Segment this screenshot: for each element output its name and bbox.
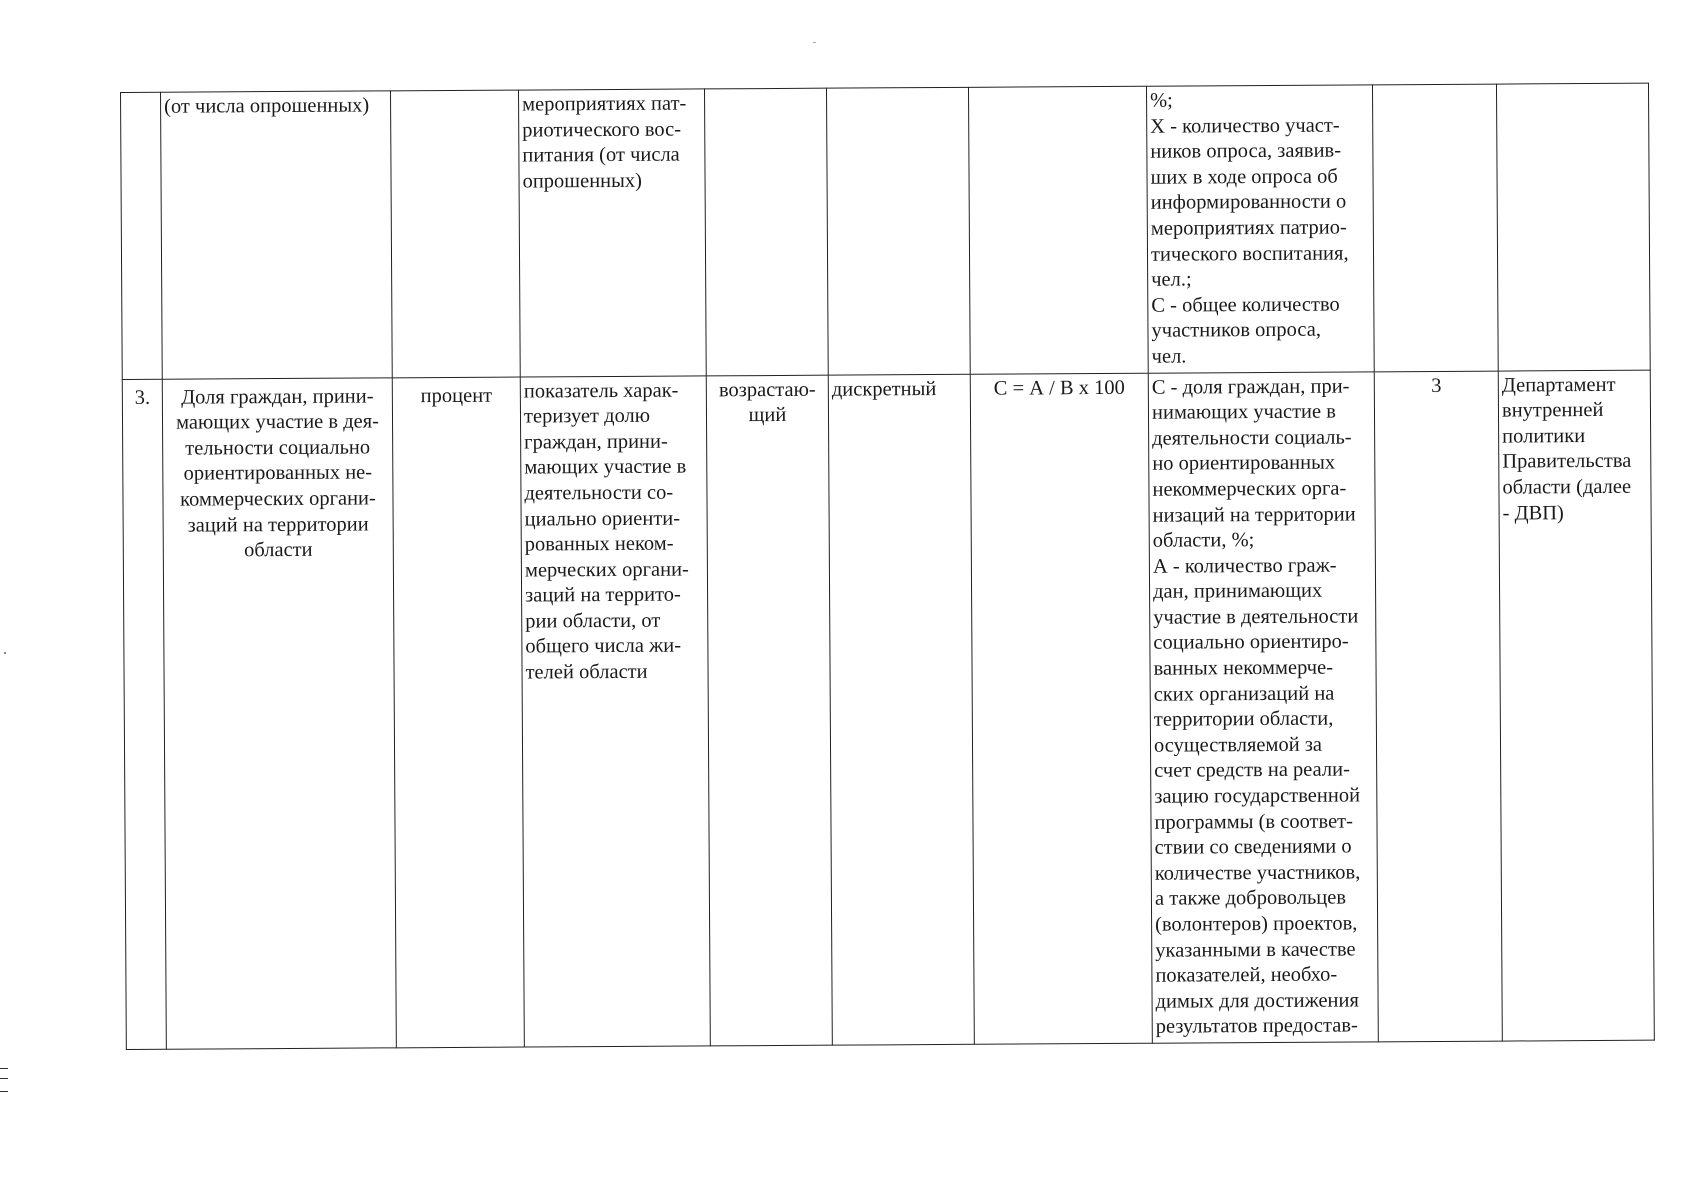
cell-number: [121, 92, 163, 379]
scan-speck: [4, 652, 6, 654]
indicator-name-line: области: [243, 538, 313, 562]
explanation-line: ских организаций на: [1153, 682, 1335, 706]
explanation-line: ников опроса, заявив-: [1150, 139, 1342, 163]
type-text: дискретный: [831, 377, 937, 401]
explanation-line: мероприятиях патрио-: [1150, 216, 1347, 240]
description-line: граждан, прини-: [524, 430, 668, 454]
cell-description: [518, 89, 706, 377]
description-line: мающих участие в: [524, 455, 687, 479]
explanation-line: а также добровольцев: [1154, 886, 1347, 911]
unit-text: процент: [420, 384, 493, 407]
cell-type: [828, 374, 974, 1045]
cell-responsible: [1496, 83, 1650, 370]
explanation-line: %;: [1150, 89, 1173, 112]
indicator-name-line: заций на территории: [187, 512, 369, 537]
description-line: теризует долю: [523, 404, 651, 428]
cell-value: [1374, 371, 1502, 1042]
description-line: рии области, от: [525, 609, 661, 633]
formula-text: С = А / В x 100: [993, 376, 1125, 400]
cell-explanation: [1146, 85, 1374, 373]
cell-description: [520, 375, 710, 1047]
cell-type: [826, 87, 970, 374]
description-line: деятельности со-: [524, 481, 674, 505]
responsible-line: Департамент: [1501, 373, 1616, 397]
explanation-line: счет средств на реали-: [1154, 758, 1350, 783]
explanation-line: димых для достижения: [1155, 989, 1359, 1013]
description-line: заций на террито-: [525, 583, 681, 607]
indicators-table: [120, 83, 1655, 1050]
explanation-line: зацию государственной: [1154, 784, 1361, 808]
explanation-line: программы (в соответ-: [1154, 810, 1353, 834]
explanation-line: С - общее количество: [1151, 293, 1340, 317]
indicator-name-line: коммерческих органи-: [180, 487, 376, 511]
description-line: общего числа жи-: [525, 635, 682, 659]
explanation-line: низаций на территории: [1152, 502, 1356, 527]
value-text: 3: [1431, 374, 1442, 397]
trend-line: возрастаю-: [718, 378, 816, 401]
cell-unit: [392, 377, 524, 1048]
cell-indicator-name: [162, 377, 396, 1049]
cell-value: [1372, 84, 1498, 371]
explanation-line: показателей, необхо-: [1155, 963, 1338, 987]
cell-trend: [706, 375, 832, 1046]
description-line: мерческих органи-: [524, 558, 689, 582]
cell-responsible: [1498, 370, 1654, 1041]
indicator-name-line: (от числа опрошенных): [164, 94, 370, 118]
explanation-line: нимающих участие в: [1151, 400, 1336, 424]
description-line: риотического вос-: [522, 118, 682, 142]
explanation-line: ствии со сведениями о: [1154, 835, 1352, 859]
explanation-line: X - количество участ-: [1150, 114, 1340, 138]
explanation-line: осуществляемой за: [1153, 733, 1323, 757]
indicator-name-line: ориентированных не-: [183, 461, 373, 485]
cell-explanation: [1148, 371, 1378, 1043]
explanation-line: участие в деятельности: [1153, 605, 1359, 629]
description-line: мероприятиях пат-: [522, 92, 687, 116]
margin-binding-mark: [0, 1068, 8, 1092]
description-line: рованных неком-: [524, 532, 674, 556]
explanation-line: социально ориентиро-: [1153, 630, 1349, 655]
explanation-line: деятельности социаль-: [1152, 426, 1352, 450]
description-line: циально ориенти-: [524, 507, 681, 531]
explanation-line: ванных некоммерче-: [1153, 656, 1334, 680]
description-line: питания (от числа: [522, 143, 680, 167]
responsible-line: Правительства: [1502, 450, 1632, 473]
explanation-line: А - количество граж-: [1152, 554, 1337, 578]
responsible-line: области (далее: [1502, 475, 1632, 499]
explanation-line: информированности о: [1150, 190, 1347, 215]
explanation-line: чел.: [1151, 345, 1187, 368]
responsible-line: внутренней: [1501, 399, 1604, 422]
explanation-line: некоммерческих орга-: [1152, 477, 1347, 501]
explanation-line: результатов предостав-: [1155, 1014, 1358, 1039]
description-line: опрошенных): [522, 169, 643, 193]
cell-indicator-name: [161, 91, 393, 379]
table-row-3: [122, 370, 1654, 1050]
explanation-line: тического воспитания,: [1150, 242, 1349, 266]
description-line: телей области: [525, 660, 648, 684]
responsible-line: политики: [1502, 424, 1586, 448]
cell-number: [122, 379, 166, 1050]
explanation-line: (волонтеров) проектов,: [1155, 912, 1358, 936]
cell-formula: [968, 86, 1148, 374]
table-row-continuation: [121, 83, 1651, 379]
explanation-line: территории области,: [1153, 707, 1334, 731]
description-line: показатель харак-: [523, 379, 679, 403]
row-number: 3.: [134, 386, 151, 409]
cell-formula: [970, 373, 1152, 1045]
explanation-line: чел.;: [1151, 268, 1192, 291]
explanation-line: но ориентированных: [1152, 451, 1336, 476]
indicator-name-line: мающих участие в дея-: [176, 410, 380, 434]
responsible-line: - ДВП): [1502, 501, 1564, 525]
trend-line: щий: [748, 404, 787, 427]
explanation-line: С - доля граждан, при-: [1151, 375, 1350, 399]
cell-trend: [704, 88, 828, 375]
explanation-line: ших в ходе опроса об: [1150, 165, 1338, 189]
explanation-line: количестве участников,: [1154, 861, 1361, 885]
scan-speck: [813, 42, 816, 43]
indicator-name-line: тельности социально: [185, 436, 371, 460]
explanation-line: указанными в качестве: [1155, 938, 1356, 962]
explanation-line: области, %;: [1152, 529, 1255, 552]
cell-unit: [390, 90, 520, 377]
explanation-line: дан, принимающих: [1153, 579, 1323, 603]
indicator-name-line: Доля граждан, прини-: [181, 384, 374, 409]
explanation-line: участников опроса,: [1151, 319, 1321, 343]
